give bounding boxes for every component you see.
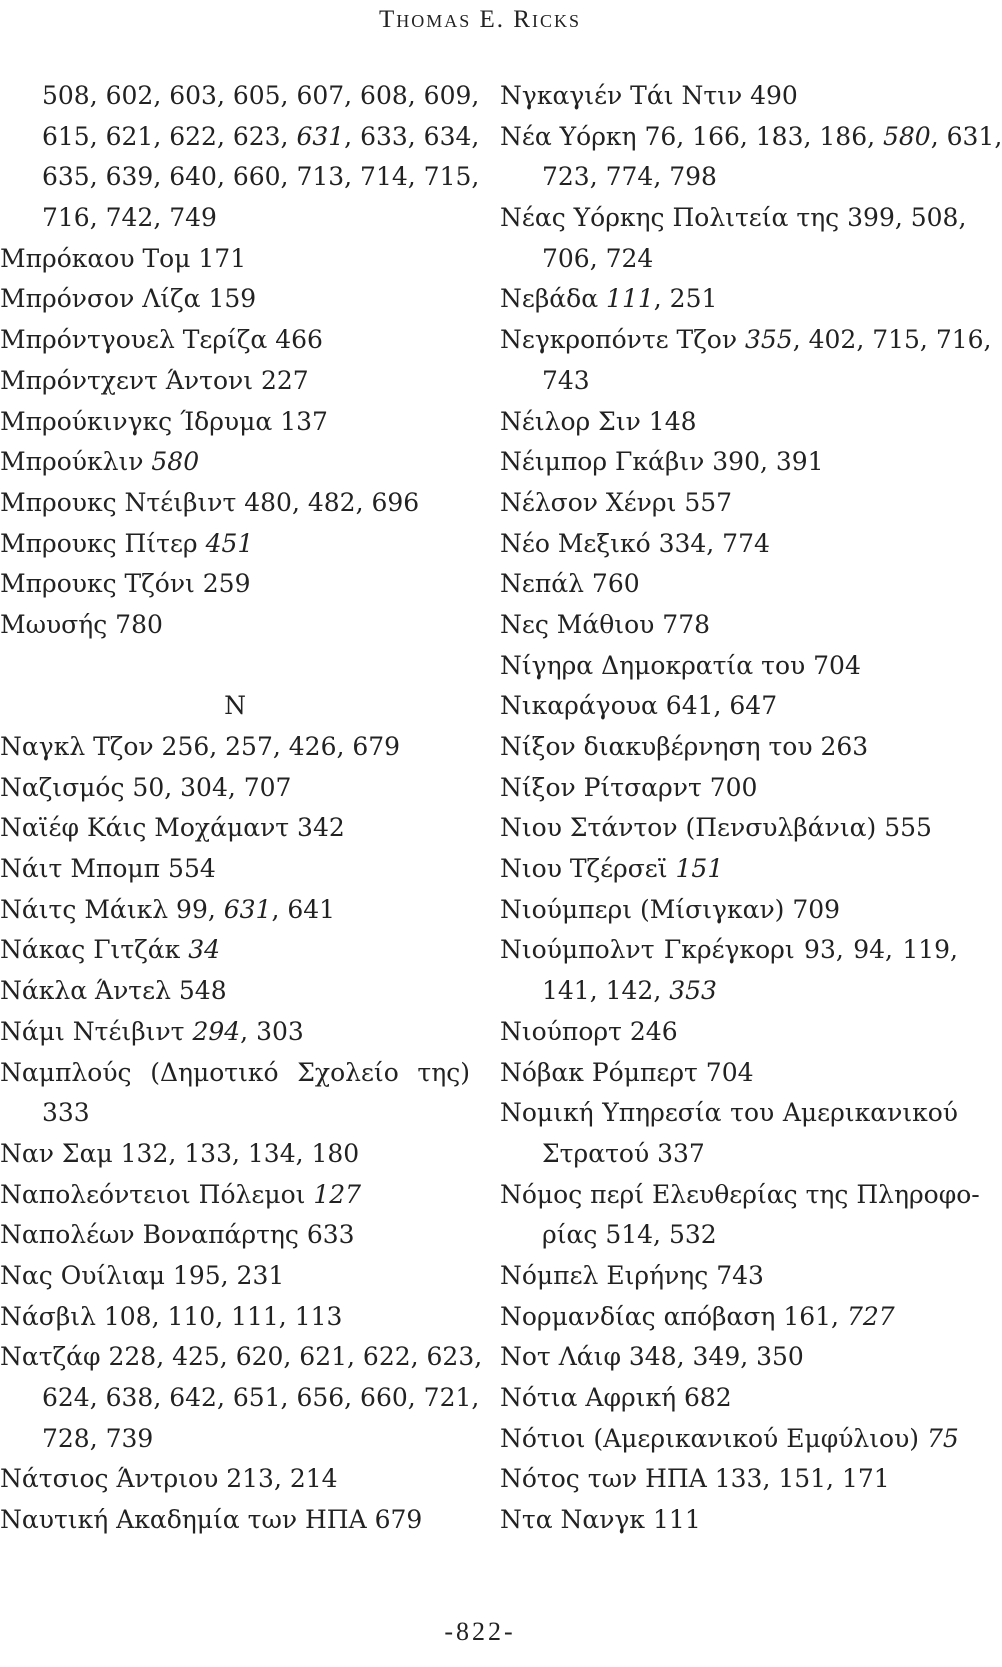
entry-text: Ναϊέφ Κάις Μοχάμαντ 342 [0, 813, 345, 843]
entry-text: 333 [42, 1098, 90, 1128]
index-entry [500, 605, 958, 646]
index-entry [500, 1093, 958, 1134]
index-entry-continuation [500, 239, 958, 280]
entry-text: Νόμπελ Ειρήνης 743 [500, 1260, 764, 1290]
index-entry [500, 686, 958, 727]
entry-text: 743 [542, 365, 590, 395]
section-letter [0, 686, 470, 727]
index-entry [0, 1134, 470, 1175]
entry-text: Στρατού 337 [542, 1138, 705, 1168]
entry-text: Μπρόντχεντ Άντονι 227 [0, 365, 309, 395]
entry-text: Νατζάφ 228, 425, 620, 621, 622, 623, [0, 1342, 483, 1372]
entry-text: Ναγκλ Τζον 256, 257, 426, 679 [0, 732, 401, 761]
index-entry-continuation [500, 361, 958, 402]
entry-text: Νεπάλ 760 [500, 569, 640, 599]
running-head: Thomas E. Ricks [379, 6, 581, 33]
entry-text: , 402, 715, 716, [792, 325, 992, 355]
entry-text: Νότιοι (Αμερικανικού Εμφύλιου) [500, 1423, 927, 1453]
index-entry [500, 890, 958, 931]
entry-text: Μπρόντγουελ Τερίζα 466 [0, 325, 323, 355]
index-entry-continuation [0, 1378, 480, 1419]
entry-text: Νιου Στάντον (Πενσυλβάνια) 555 [500, 813, 932, 843]
index-entry [500, 564, 958, 605]
entry-text: Ναπολέων Βοναπάρτης 633 [0, 1220, 355, 1250]
index-entry [500, 1419, 958, 1460]
entry-text: Νέλσον Χένρι 557 [500, 487, 733, 517]
index-entry [500, 483, 958, 524]
entry-text: Μωυσής 780 [0, 609, 163, 639]
index-entry [500, 1337, 958, 1378]
entry-text: Νεβάδα [500, 284, 607, 314]
index-entry-continuation [0, 157, 480, 198]
index-entry [0, 971, 470, 1012]
page-number: -822- [444, 1617, 516, 1646]
entry-text: Νας Ουίλιαμ 195, 231 [0, 1260, 285, 1290]
page-ref-italic: 151 [675, 854, 724, 884]
index-entry [0, 239, 470, 280]
index-entry [0, 1500, 470, 1541]
index-entry [0, 849, 470, 890]
index-entry [500, 1500, 958, 1541]
index-entry [0, 808, 470, 849]
index-entry [500, 1459, 958, 1500]
index-entry [0, 320, 470, 361]
page-ref-italic: 294 [192, 1016, 241, 1046]
index-entry-continuation [0, 76, 480, 117]
index-entry [500, 442, 958, 483]
index-entry [0, 1337, 483, 1378]
index-entry [500, 1256, 958, 1297]
index-column-left [0, 76, 483, 1541]
entry-text: Νιούμπολντ Γκρέγκορι 93, 94, 119, [500, 935, 958, 965]
index-entry [0, 605, 470, 646]
entry-text: Νάμι Ντέιβιντ [0, 1016, 193, 1046]
entry-text: Ναν Σαμ 132, 133, 134, 180 [0, 1138, 360, 1168]
index-entry [500, 198, 967, 239]
entry-text: 716, 742, 749 [42, 203, 217, 233]
index-entry [0, 930, 470, 971]
index-column-right [500, 76, 1002, 1541]
entry-text: 508, 602, 603, 605, 607, 608, 609, [42, 81, 480, 110]
page-ref-italic: 111 [606, 284, 654, 314]
entry-text: 624, 638, 642, 651, 656, 660, 721, [42, 1383, 480, 1412]
index-entry [500, 768, 958, 809]
index-entry [500, 1012, 958, 1053]
page-ref-italic: 727 [846, 1301, 895, 1331]
index-entry [500, 727, 958, 768]
entry-text: Ναζισμός 50, 304, 707 [0, 772, 292, 802]
index-entry [500, 1378, 958, 1419]
entry-text: , 641 [271, 894, 336, 924]
page-ref-italic: 580 [883, 121, 931, 151]
entry-text: Μπρούκινγκς Ίδρυμα 137 [0, 406, 328, 436]
section-spacer [0, 646, 470, 687]
index-entry-continuation [0, 1093, 470, 1134]
index-entry-continuation [500, 157, 958, 198]
page-ref-italic: 75 [927, 1423, 959, 1453]
page-ref-italic: 580 [151, 447, 200, 477]
index-entry [500, 646, 958, 687]
entry-text: Νάκας Γιτζάκ [0, 935, 189, 965]
index-entry-continuation [0, 1419, 470, 1460]
index-entry [0, 483, 470, 524]
index-entry [500, 117, 1002, 158]
index-entry [0, 1215, 470, 1256]
index-entry [500, 320, 992, 361]
index-entry-continuation [500, 1215, 958, 1256]
entry-text: Νες Μάθιου 778 [500, 609, 711, 639]
index-entry [0, 442, 470, 483]
index-entry [500, 1053, 958, 1094]
index-entry [0, 524, 470, 565]
entry-text: Νέιλορ Σιν 148 [500, 406, 697, 436]
entry-text: Νίξον διακυβέρνηση του 263 [500, 732, 869, 761]
entry-text: 635, 639, 640, 660, 713, 714, 715, [42, 162, 480, 192]
entry-text: Νότος των ΗΠΑ 133, 151, 171 [500, 1464, 890, 1494]
entry-text: Νέιμπορ Γκάβιν 390, 391 [500, 447, 824, 477]
entry-text: Νικαράγουα 641, 647 [500, 691, 778, 721]
entry-text: Νότια Αφρική 682 [500, 1383, 732, 1412]
entry-text: , 633, 634, [344, 121, 480, 151]
page-ref-italic: 34 [188, 935, 221, 965]
page-ref-italic: 353 [669, 976, 717, 1006]
entry-text: Νιούπορτ 246 [500, 1016, 678, 1046]
index-entry [0, 564, 470, 605]
entry-text: 615, 621, 622, 623, [42, 121, 297, 151]
entry-text: Νορμανδίας απόβαση 161, [500, 1301, 847, 1331]
entry-text: Νάτσιος Άντριου 213, 214 [0, 1464, 338, 1494]
entry-text: Μπρουκς Πίτερ [0, 528, 206, 558]
index-entry-continuation [500, 971, 958, 1012]
index-entry [0, 1297, 470, 1338]
entry-text: 706, 724 [542, 243, 654, 273]
index-entry [0, 727, 470, 768]
entry-text: 141, 142, [542, 976, 670, 1006]
entry-text: 723, 774, 798 [542, 162, 717, 192]
index-entry [0, 1012, 470, 1053]
entry-text: Νάιτ Μπομπ 554 [0, 854, 216, 884]
page-ref-italic: 451 [205, 528, 254, 558]
index-entry [0, 1459, 470, 1500]
entry-text: Μπρουκς Τζόνι 259 [0, 569, 251, 599]
entry-text: , 303 [240, 1016, 304, 1046]
index-entry [500, 849, 958, 890]
entry-text: Ντα Νανγκ 111 [500, 1505, 701, 1535]
index-entry [500, 1175, 980, 1216]
entry-text: , 251 [653, 284, 718, 314]
entry-text: Νόβακ Ρόμπερτ 704 [500, 1057, 754, 1087]
index-entry [0, 768, 470, 809]
index-entry [0, 402, 470, 443]
entry-text: Νάιτς Μάικλ 99, [0, 894, 224, 924]
entry-text: Νιούμπερι (Μίσιγκαν) 709 [500, 894, 841, 924]
index-entry-continuation [0, 198, 470, 239]
entry-text: Νίγηρα Δημοκρατία του 704 [500, 650, 861, 680]
index-entry [0, 361, 470, 402]
page-ref-italic: 631 [296, 121, 345, 151]
index-entry [500, 76, 958, 117]
entry-text: Νγκαγιέν Τάι Ντιν 490 [500, 81, 798, 110]
index-entry [500, 1297, 958, 1338]
page-ref-italic: 127 [313, 1179, 362, 1209]
index-entry-continuation [0, 117, 480, 158]
index-entry [0, 1256, 470, 1297]
page-ref-italic: 631 [223, 894, 272, 924]
entry-text: Ναπολεόντειοι Πόλεμοι [0, 1179, 314, 1209]
entry-text: Νέα Υόρκη 76, 166, 183, 186, [500, 121, 883, 151]
entry-text: Ν [224, 691, 246, 721]
entry-text: Νάκλα Άντελ 548 [0, 976, 227, 1006]
index-entry [500, 402, 958, 443]
index-entry [0, 279, 470, 320]
entry-text: Μπρούκλιν [0, 447, 152, 477]
entry-text: Μπρόκαου Τομ 171 [0, 243, 247, 273]
entry-text: Νομική Υπηρεσία του Αμερικανικού [500, 1098, 958, 1128]
index-entry [500, 808, 958, 849]
index-entry [500, 524, 958, 565]
entry-text: Νέας Υόρκης Πολιτεία της 399, 508, [500, 203, 967, 233]
entry-text: Νιου Τζέρσεϊ [500, 854, 676, 884]
index-entry [500, 930, 958, 971]
entry-text: Μπρόνσον Λίζα 159 [0, 284, 257, 314]
index-entry [500, 279, 958, 320]
entry-text: Νοτ Λάιφ 348, 349, 350 [500, 1342, 804, 1372]
entry-text: Μπρουκς Ντέιβιντ 480, 482, 696 [0, 487, 420, 517]
entry-text: Ναμπλούς (Δημοτικό Σχολείο της) [0, 1057, 470, 1087]
entry-text: Νέο Μεξικό 334, 774 [500, 528, 770, 558]
page-ref-italic: 355 [744, 325, 793, 355]
entry-text: Ναυτική Ακαδημία των ΗΠΑ 679 [0, 1505, 423, 1535]
entry-text: Νίξον Ρίτσαρντ 700 [500, 772, 758, 802]
index-entry [0, 890, 470, 931]
entry-text: ρίας 514, 532 [542, 1220, 717, 1250]
index-entry [0, 1053, 470, 1094]
entry-text: Νόμος περί Ελευθερίας της Πληροφο- [500, 1179, 980, 1209]
entry-text: Νεγκροπόντε Τζον [500, 325, 745, 355]
entry-text: , 631, [930, 121, 1002, 151]
index-entry [0, 1175, 470, 1216]
entry-text: Νάσβιλ 108, 110, 111, 113 [0, 1301, 343, 1331]
entry-text: 728, 739 [42, 1423, 154, 1453]
index-entry-continuation [500, 1134, 958, 1175]
